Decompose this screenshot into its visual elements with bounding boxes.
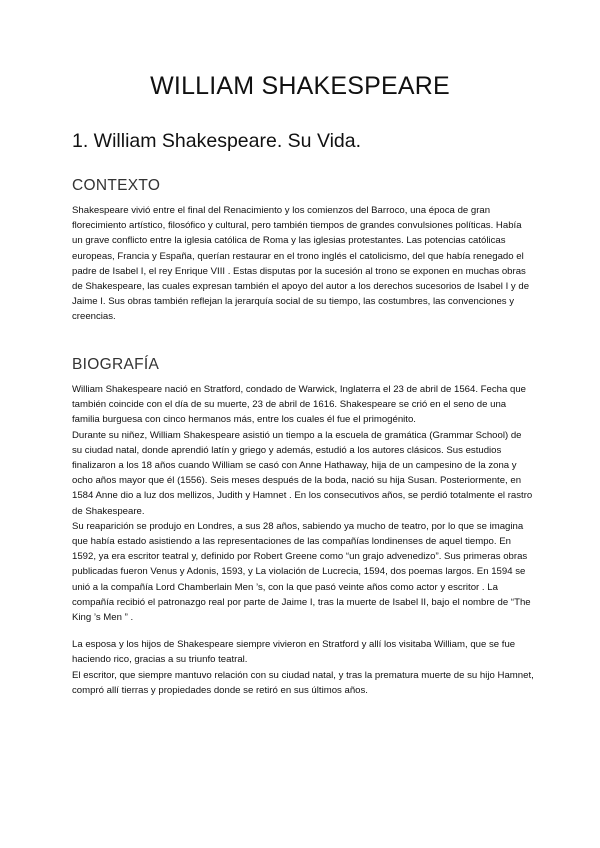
paragraph: Shakespeare vivió entre el final del Renacimiento y los comienzos del Barroco, una época de gran florecimiento artístico, filosófico y cultural, pero también tiempos de grandes convulsiones políticas. Había un grave conflicto entre la iglesia católica de Roma y las iglesias protestantes. Las potencias católicas europeas, Francia y España, querían restaurar en el trono inglés el catolicismo, del que había renegado el padre de Isabel I, el rey Enrique VIII . Estas disputas por la sucesión al trono se exponen en muchas obras de Shakespeare, las cuales expresan también el apoyo del autor a los derechos sucesorios de Isabel I y de Jaime I. Sus obras también reflejan la jerarquía social de su tiempo, las costumbres, las convenciones y creencias. — [72, 205, 530, 323]
section-heading-biografia: BIOGRAFÍA — [72, 356, 160, 373]
paragraph: La esposa y los hijos de Shakespeare siempre vivieron en Stratford y allí los visitaba William, que se fue haciendo rico, gracias a su triunfo teatral. — [72, 639, 516, 666]
section-body-biografia — [72, 382, 534, 698]
paragraph: El escritor, que siempre mantuvo relación con su ciudad natal, y tras la prematura muerte de su hijo Hamnet, compró allí tierras y propiedades donde se retiró en sus últimos años. — [72, 669, 534, 696]
chapter-heading: 1. William Shakespeare. Su Vida. — [72, 130, 362, 152]
paragraph-gap — [72, 625, 534, 637]
paragraph: Durante su niñez, William Shakespeare asistió un tiempo a la escuela de gramática (Grammar School) de su ciudad natal, donde aprendió latín y griego y además, estudió a los autores clásicos. Sus estudios finalizaron a los 18 años cuando William se casó con Anne Hathaway, hija de un campesino de la zona y ocho años mayor que él (1556). Seis meses después de la boda, nació su hija Susan. Posteriormente, en 1584 Anne dio a luz dos mellizos, Judith y Hamnet . En los consecutivos años, se perdió totalmente el rastro de Shakespeare. — [72, 429, 533, 517]
paragraph: William Shakespeare nació en Stratford, condado de Warwick, Inglaterra el 23 de abril de 1564. Fecha que también coincide con el día de su muerte, 23 de abril de 1616. Shakespeare se crió en el seno de una familia burguesa con cinco hermanos más, entre los cuales él fue el primogénito. — [72, 384, 527, 426]
section-heading-contexto: CONTEXTO — [72, 177, 161, 194]
document-title: WILLIAM SHAKESPEARE — [150, 72, 450, 100]
section-body-contexto — [72, 203, 534, 325]
paragraph: Su reaparición se produjo en Londres, a sus 28 años, sabiendo ya mucho de teatro, por lo que se imagina que había estado asistiendo a las representaciones de las compañías londinenses de aquel tiempo. En 1592, ya era escritor teatral y, definido por Robert Greene como “un grajo advenedizo”. Sus primeras obras publicadas fueron Venus y Adonis, 1593, y La violación de Lucrecia, 1594, dos poemas largos. En 1594 se unió a la compañía Lord Chamberlain Men ’s, con la que pasó veinte años como actor y escritor . La compañía recibió el patronazgo real por parte de Jaime I, tras la muerte de Isabel II, bajo el nombre de “The King ’s Men ” . — [72, 520, 531, 624]
